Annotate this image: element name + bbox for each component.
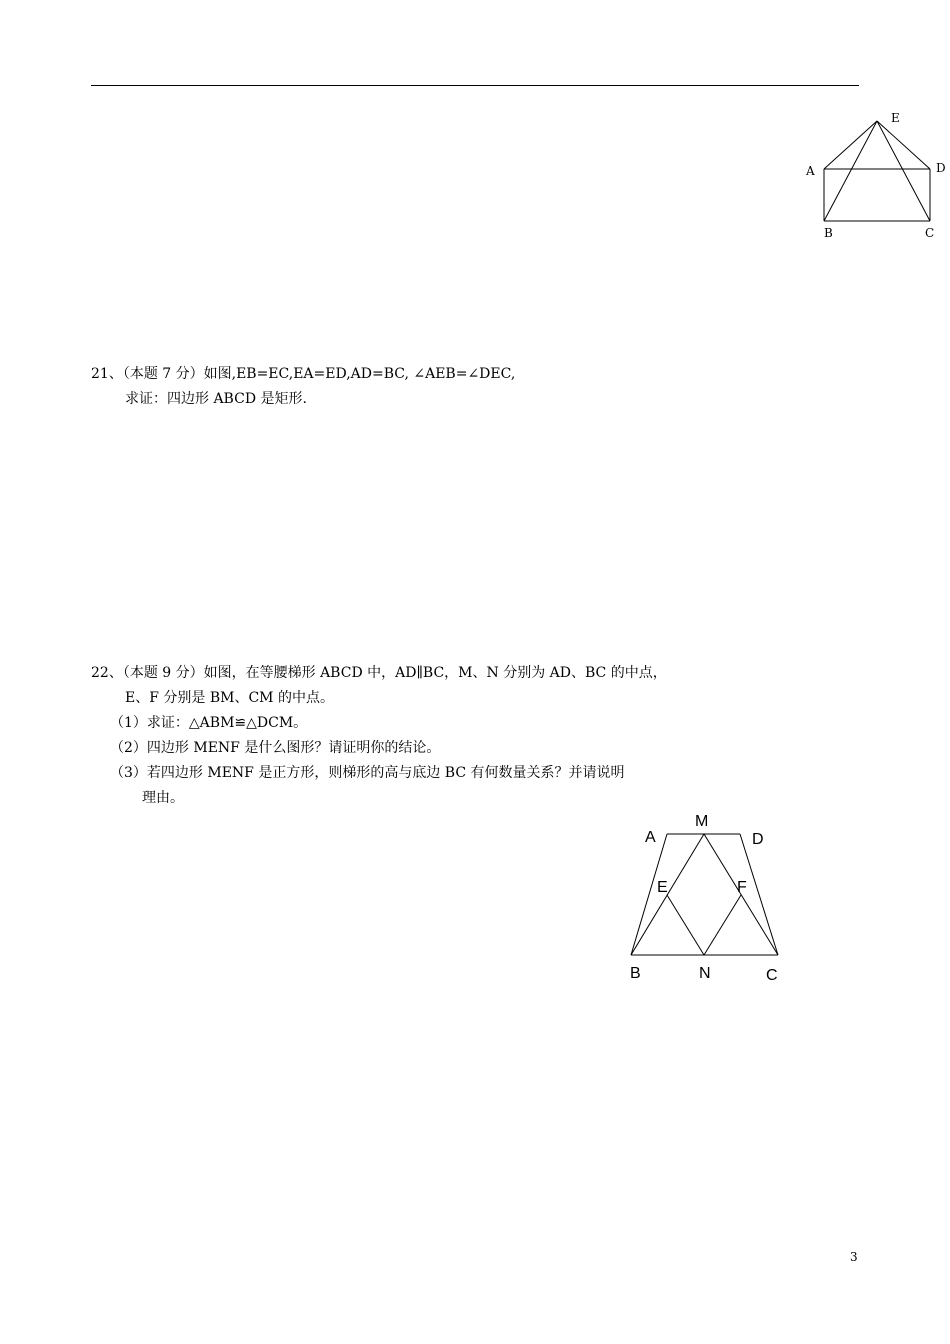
label-E: E <box>891 111 900 125</box>
page-number: 3 <box>850 1250 858 1264</box>
label-A: A <box>806 164 815 178</box>
label-B: B <box>824 226 833 240</box>
label-F: F <box>737 879 747 896</box>
problem-22-part-2: （2）四边形 MENF 是什么图形？请证明你的结论。 <box>110 740 441 756</box>
label-C: C <box>766 967 778 984</box>
label-B: B <box>630 965 641 982</box>
problem-22-statement: 22、（本题 9 分）如图，在等腰梯形 ABCD 中，AD∥BC，M、N 分别为 AD、BC 的中点， <box>91 665 667 681</box>
segment-EC <box>877 121 930 221</box>
problem-22-part-3-cont: 理由。 <box>142 790 184 806</box>
figure-rectangle-with-apex <box>790 100 950 250</box>
label-A: A <box>645 829 656 846</box>
problem-21-statement: 21、（本题 7 分）如图,EB=EC,EA=ED,AD=BC, ∠AEB=∠DEC, <box>91 366 516 382</box>
segment-ED <box>877 121 930 169</box>
label-C: C <box>925 226 935 240</box>
problem-21-prove: 求证：四边形 ABCD 是矩形. <box>125 391 307 407</box>
segment-EA <box>824 121 877 169</box>
figure-isosceles-trapezoid <box>620 805 800 990</box>
segment-FN <box>704 895 741 955</box>
header-rule <box>91 85 859 86</box>
problem-22-statement-cont: E、F 分别是 BM、CM 的中点。 <box>125 690 334 706</box>
problem-22-part-3: （3）若四边形 MENF 是正方形，则梯形的高与底边 BC 有何数量关系？并请说明 <box>110 765 625 781</box>
problem-22-part-1: （1）求证：△ABM≌△DCM。 <box>110 715 308 731</box>
segment-EN <box>667 895 704 955</box>
segment-EB <box>824 121 877 221</box>
label-E: E <box>657 879 668 896</box>
label-D: D <box>752 831 764 848</box>
label-D: D <box>936 161 946 175</box>
label-N: N <box>699 965 711 982</box>
label-M: M <box>695 813 709 830</box>
